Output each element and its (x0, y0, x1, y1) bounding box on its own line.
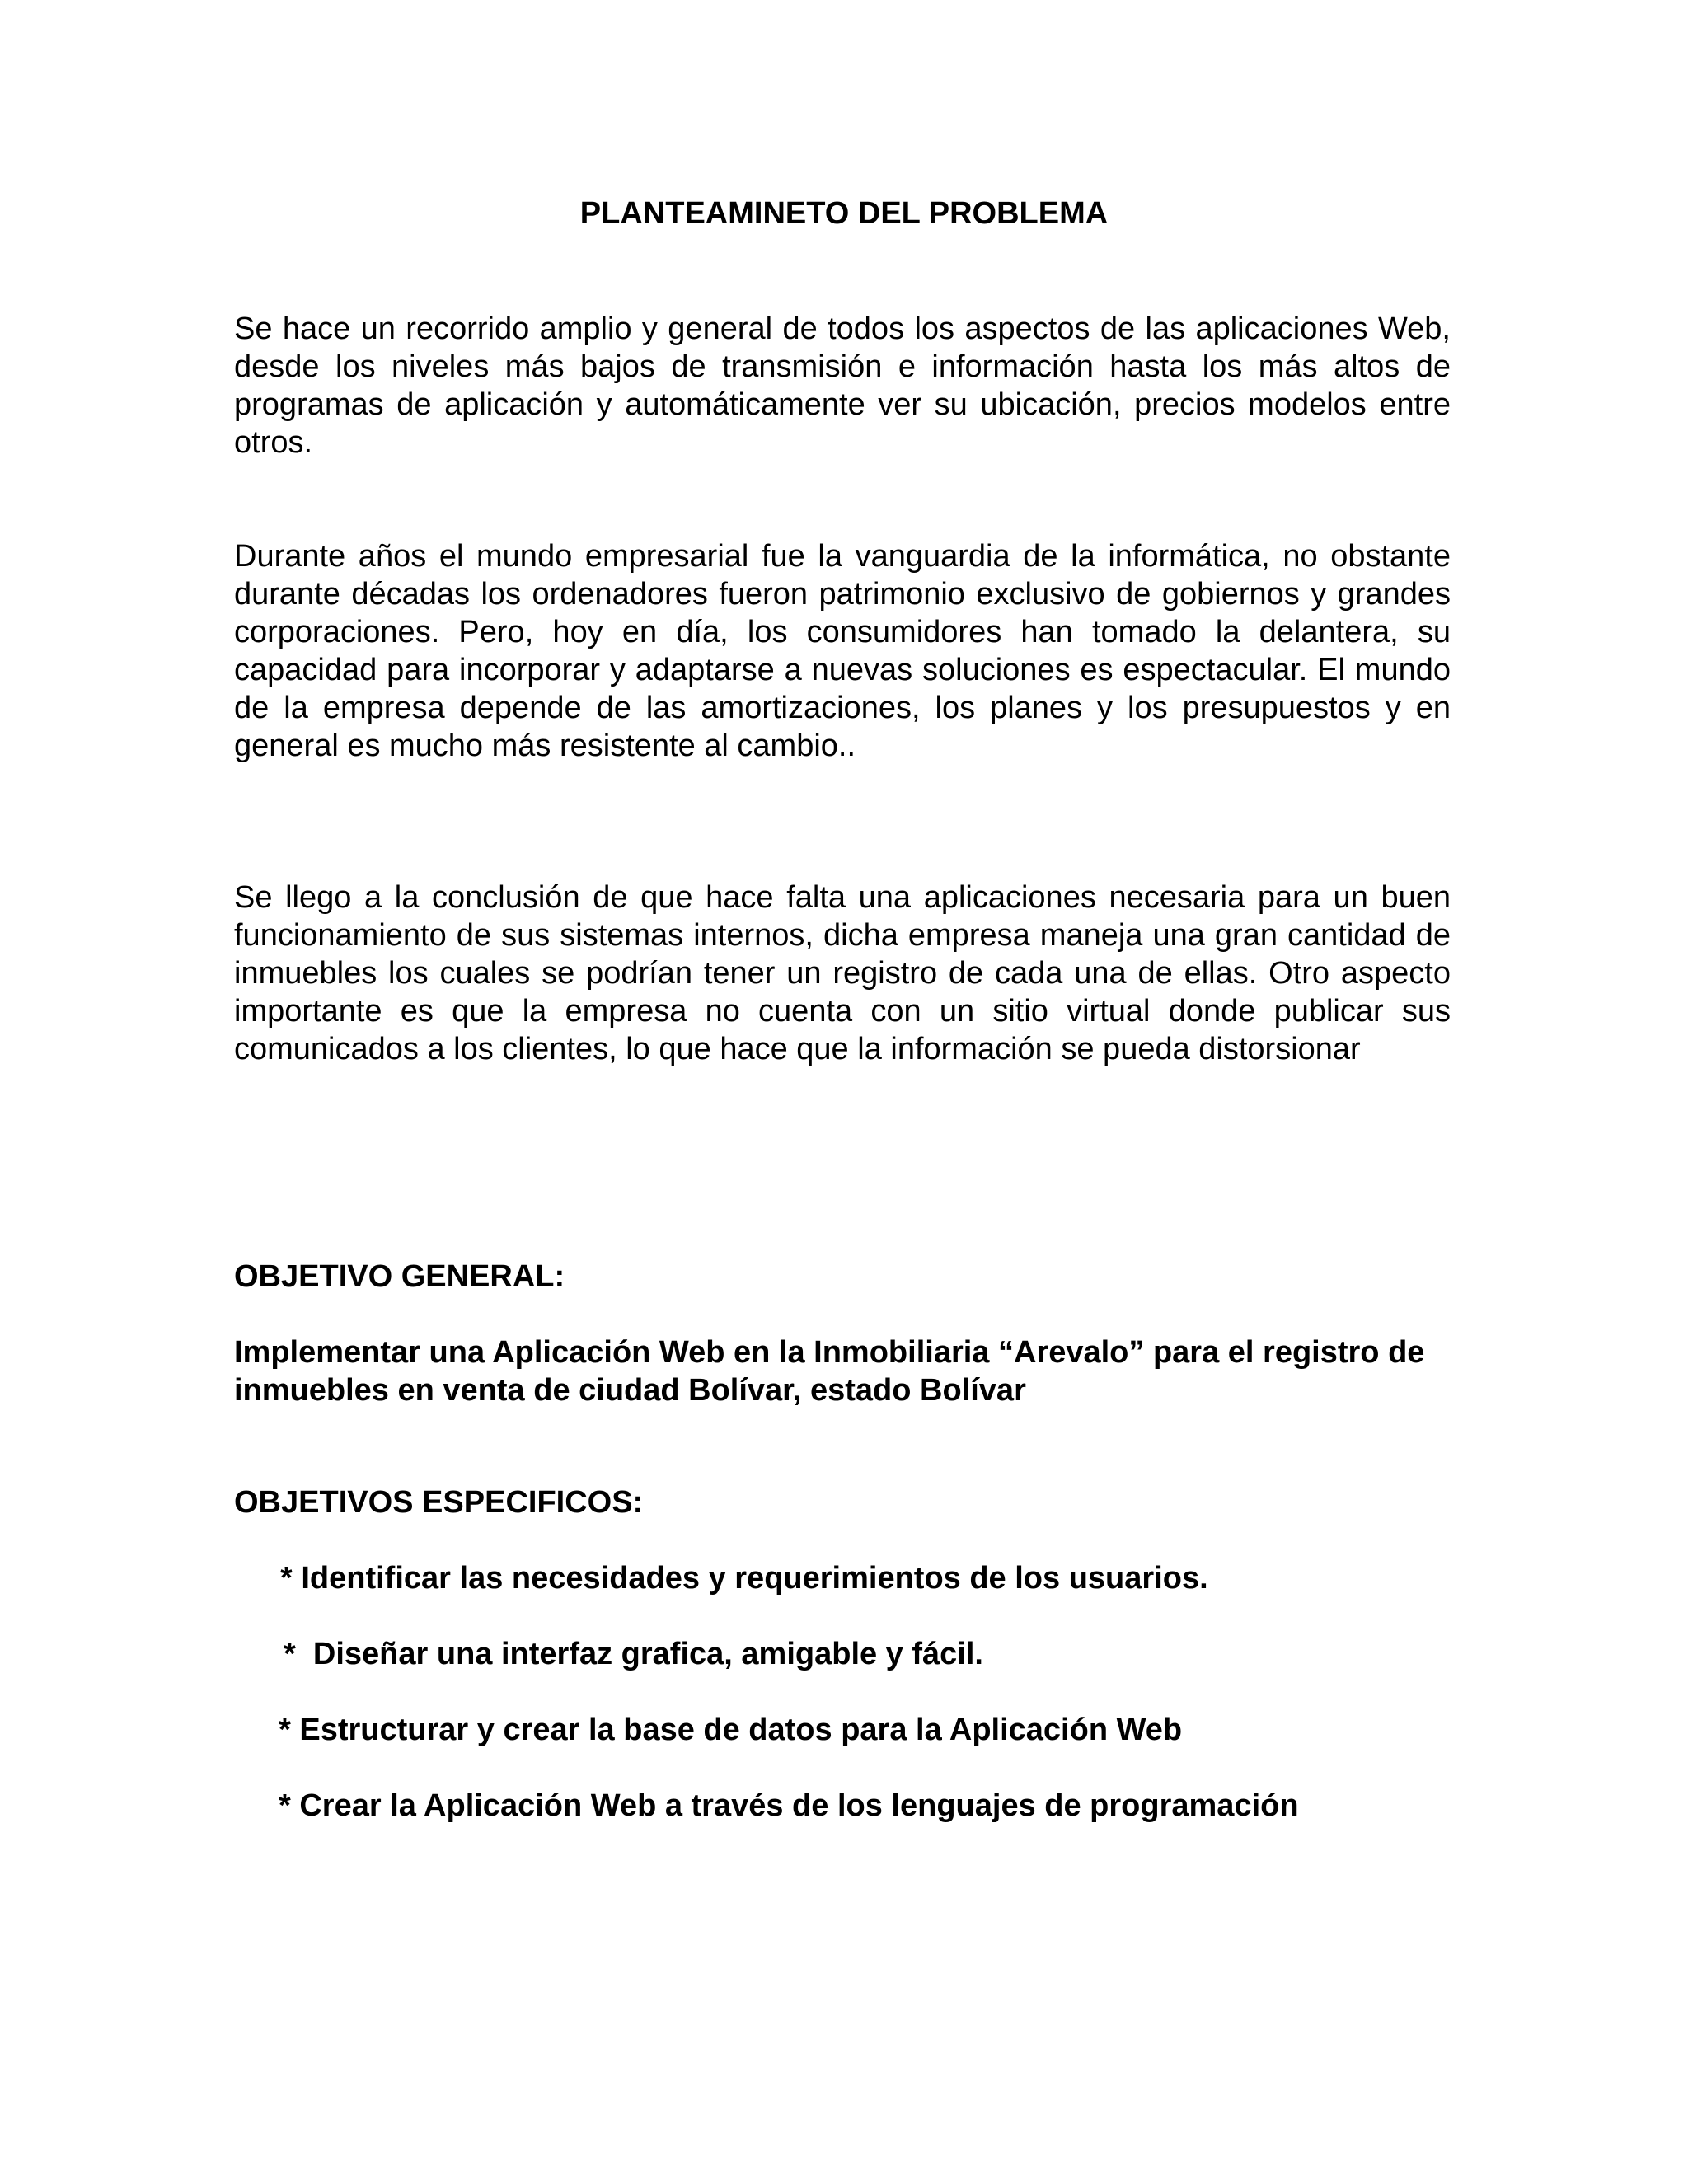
objetivo-especifico-text: Crear la Aplicación Web a través de los lenguajes de programación (299, 1788, 1299, 1823)
bullet-marker: * (279, 1788, 300, 1823)
bullet-marker: * (284, 1637, 313, 1671)
objetivo-especifico-item (284, 1635, 983, 1673)
objetivo-especifico-item (279, 1787, 1299, 1825)
paragraph-3: Se llego a la conclusión de que hace falta una aplicaciones necesaria para un buen funcionamiento de sus sistemas internos, dicha empresa maneja una gran cantidad de inmuebles los cuales se podrían tener un registro de cada una de ellas. Otro aspecto importante es que la empresa no cuenta con un sitio virtual donde publicar sus comunicados a los clientes, lo que hace que la información se pueda distorsionar (234, 880, 1451, 1066)
objetivo-especifico-text: Diseñar una interfaz grafica, amigable y fácil. (312, 1637, 983, 1671)
objetivo-especifico-item (280, 1559, 1208, 1597)
objetivo-especifico-text: Identificar las necesidades y requerimientos de los usuarios. (301, 1561, 1208, 1596)
objetivo-especifico-text: Estructurar y crear la base de datos para la Aplicación Web (299, 1713, 1183, 1747)
bullet-marker: * (279, 1713, 300, 1747)
objetivos-especificos-heading: OBJETIVOS ESPECIFICOS: (234, 1485, 644, 1520)
document-title: PLANTEAMINETO DEL PROBLEMA (579, 196, 1109, 231)
objetivo-especifico-item (279, 1711, 1182, 1749)
objetivo-general-heading: OBJETIVO GENERAL: (234, 1259, 565, 1294)
objetivo-general-text: Implementar una Aplicación Web en la Inmobiliaria “Arevalo” para el registro de inmuebles en venta de ciudad Bolívar, estado Bolívar (234, 1335, 1425, 1408)
paragraph-1: Se hace un recorrido amplio y general de todos los aspectos de las aplicaciones Web, desde los niveles más bajos de transmisión e información hasta los más altos de programas de aplicación y automáticamente ver su ubicación, precios modelos entre otros. (234, 312, 1451, 460)
paragraph-2: Durante años el mundo empresarial fue la vanguardia de la informática, no obstante durante décadas los ordenadores fueron patrimonio exclusivo de gobiernos y grandes corporaciones. Pero, hoy en día, los consumidores han tomado la delantera, su capacidad para incorporar y adaptarse a nuevas soluciones es espectacular. El mundo de la empresa depende de las amortizaciones, los planes y los presupuestos y en general es mucho más resistente al cambio.. (234, 539, 1451, 763)
bullet-marker: * (280, 1561, 302, 1596)
